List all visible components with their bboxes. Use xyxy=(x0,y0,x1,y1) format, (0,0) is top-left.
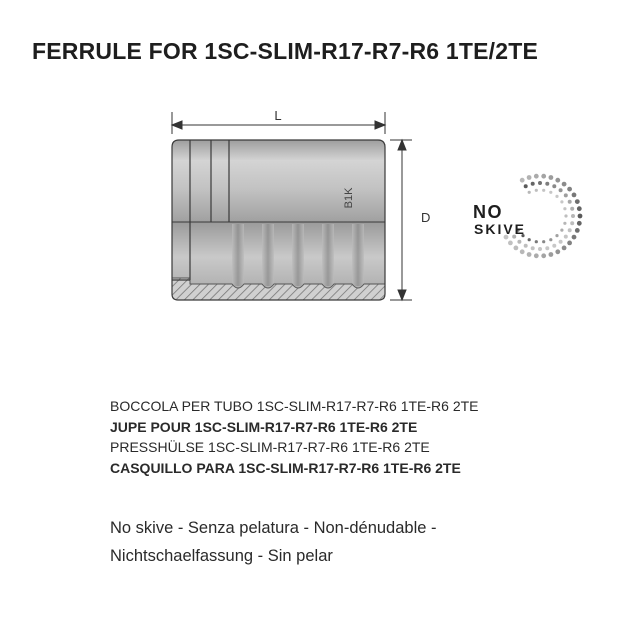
logo-dot xyxy=(564,235,568,239)
logo-dot xyxy=(559,240,563,244)
translations-list xyxy=(110,396,479,478)
logo-dot xyxy=(572,235,577,240)
logo-dot xyxy=(527,175,532,180)
logo-dot xyxy=(567,241,572,246)
logo-dot xyxy=(568,228,572,232)
logo-dot xyxy=(577,206,582,211)
logo-dot xyxy=(520,249,525,254)
logo-dot xyxy=(575,228,580,233)
diameter-dimension xyxy=(390,140,412,300)
logo-dot xyxy=(562,182,567,187)
logo-line-no: NO xyxy=(473,202,503,222)
logo-dot xyxy=(575,199,580,204)
logo-dot xyxy=(555,234,558,237)
translation-german: PRESSHÜLSE 1SC-SLIM-R17-R7-R6 1TE-R6 2TE xyxy=(110,439,430,455)
logo-dot xyxy=(560,229,563,232)
part-marking: B1K xyxy=(343,187,355,209)
logo-dot xyxy=(520,178,525,183)
logo-dot xyxy=(535,189,538,192)
logo-dot xyxy=(528,191,531,194)
ferrule-body xyxy=(172,140,385,300)
logo-dot xyxy=(570,207,574,211)
logo-dot xyxy=(517,240,521,244)
logo-dot xyxy=(560,200,563,203)
logo-dot xyxy=(570,221,574,225)
length-label: L xyxy=(274,108,282,123)
logo-dot xyxy=(538,181,542,185)
logo-dot xyxy=(567,187,572,192)
logo-dot xyxy=(577,221,582,226)
logo-dot xyxy=(549,238,552,241)
logo-dot xyxy=(563,207,566,210)
logo-dot xyxy=(555,195,558,198)
logo-dot-ring xyxy=(504,174,583,258)
logo-dot xyxy=(541,253,546,258)
logo-dot xyxy=(524,184,528,188)
no-skive-note xyxy=(110,514,437,570)
logo-dot xyxy=(564,214,567,217)
logo-dot xyxy=(542,189,545,192)
logo-dot xyxy=(555,249,560,254)
logo-dot xyxy=(538,247,542,251)
logo-dot xyxy=(531,182,535,186)
logo-dot xyxy=(545,182,549,186)
translation-french: JUPE POUR 1SC-SLIM-R17-R7-R6 1TE-R6 2TE xyxy=(110,418,418,435)
logo-line-skive: SKIVE xyxy=(474,221,527,237)
logo-dot xyxy=(527,252,532,257)
translation-spanish: CASQUILLO PARA 1SC-SLIM-R17-R7-R6 1TE-R6 2TE xyxy=(110,459,461,476)
logo-dot xyxy=(578,214,583,219)
diameter-label: D xyxy=(421,210,431,225)
logo-dot xyxy=(541,174,546,179)
logo-dot xyxy=(559,188,563,192)
note-line-1: No skive - Senza pelatura - Non-dénudable - xyxy=(110,519,437,537)
logo-dot xyxy=(534,253,539,258)
logo-dot xyxy=(542,240,545,243)
page-title: FERRULE FOR 1SC-SLIM-R17-R7-R6 1TE/2TE xyxy=(32,38,538,64)
logo-dot xyxy=(524,244,528,248)
logo-dot xyxy=(534,174,539,179)
note-line-2: Nichtschaelfassung - Sin pelar xyxy=(110,547,333,565)
translation-italian: BOCCOLA PER TUBO 1SC-SLIM-R17-R7-R6 1TE-R6 2TE xyxy=(110,398,479,414)
logo-dot xyxy=(568,200,572,204)
logo-dot xyxy=(508,241,513,246)
logo-dot xyxy=(549,191,552,194)
logo-dot xyxy=(535,240,538,243)
logo-dot xyxy=(549,252,554,257)
logo-dot xyxy=(572,193,577,198)
logo-dot xyxy=(545,246,549,250)
logo-dot xyxy=(552,244,556,248)
logo-dot xyxy=(562,246,567,251)
logo-dot xyxy=(514,246,519,251)
logo-dot xyxy=(563,222,566,225)
logo-dot xyxy=(555,178,560,183)
no-skive-logo xyxy=(473,174,582,258)
logo-dot xyxy=(564,193,568,197)
logo-dot xyxy=(528,238,531,241)
logo-dot xyxy=(571,214,575,218)
logo-dot xyxy=(549,175,554,180)
logo-dot xyxy=(531,246,535,250)
logo-dot xyxy=(552,184,556,188)
